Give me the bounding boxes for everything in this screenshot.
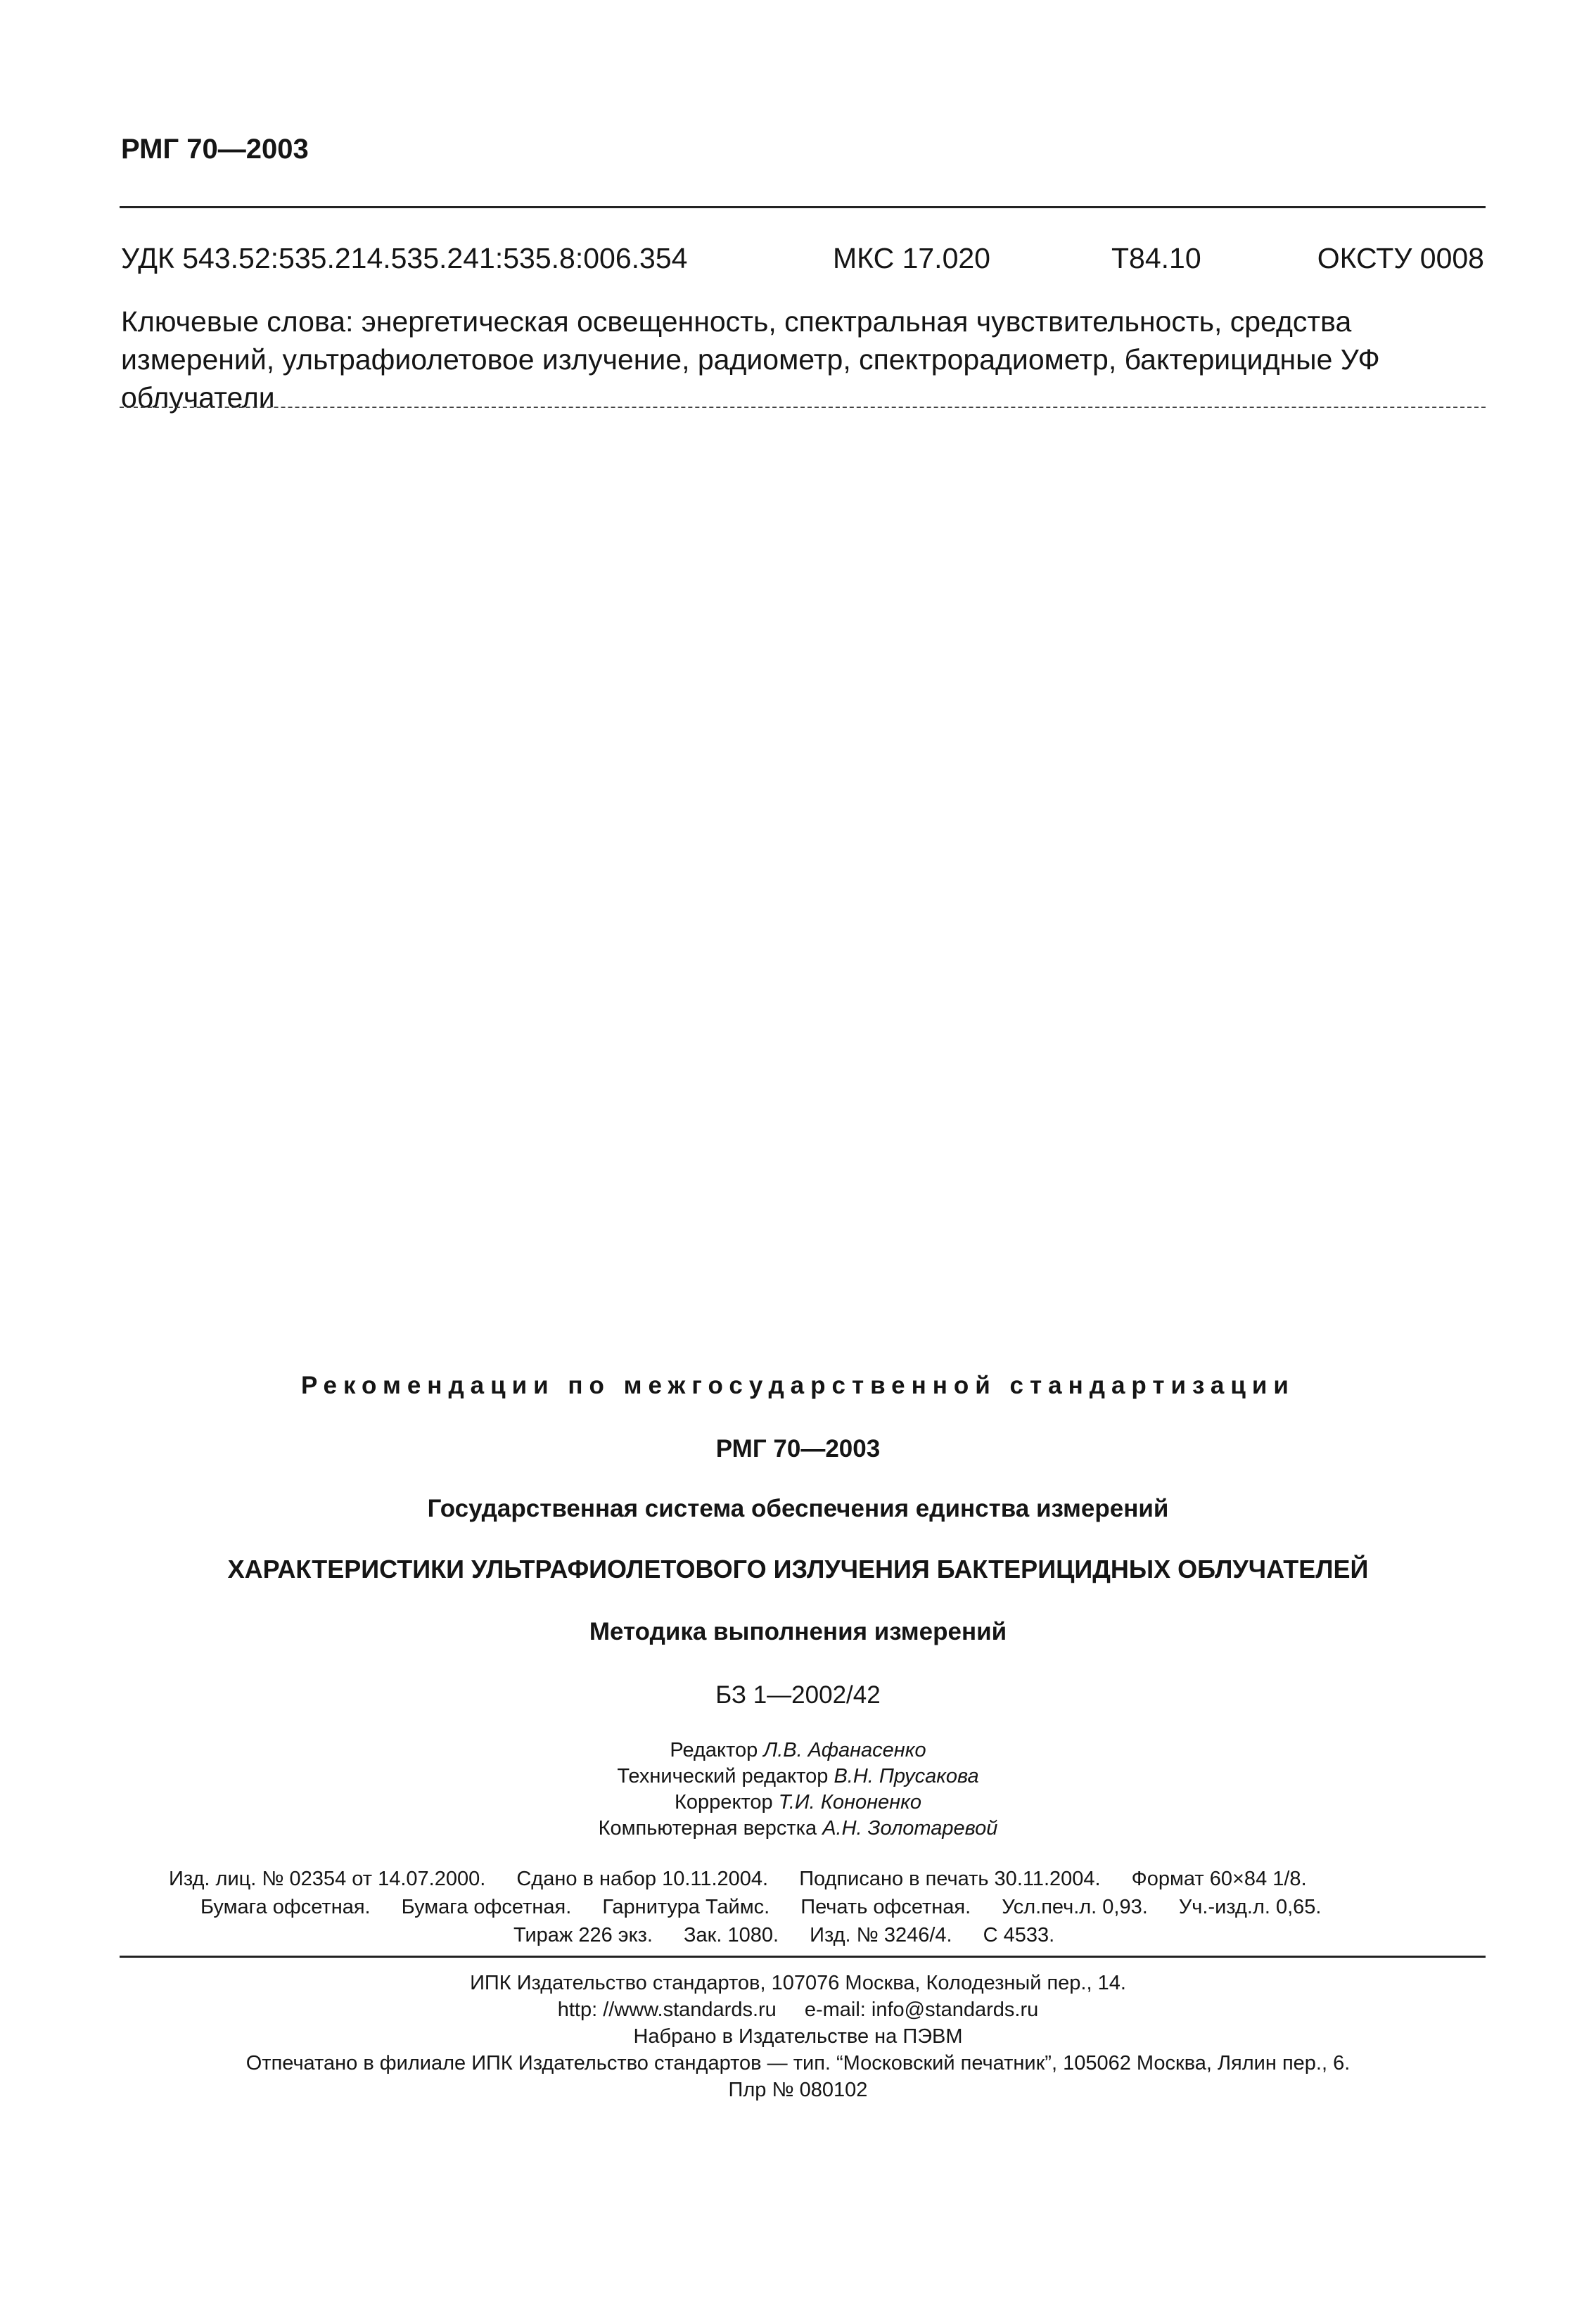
series-title: Рекомендации по межгосударственной стандартизации — [301, 1372, 1295, 1399]
t-code: Т84.10 — [1111, 242, 1201, 274]
staff-credits — [0, 1738, 1596, 1842]
header-rule — [120, 206, 1486, 208]
method-subtitle: Методика выполнения измерений — [589, 1618, 1007, 1645]
website-text: http: //www.standards.ru — [557, 1999, 777, 2021]
mks-code: МКС 17.020 — [833, 242, 990, 274]
bz-number: БЗ 1—2002/42 — [715, 1681, 881, 1709]
email-text: e-mail: info@standards.ru — [804, 1999, 1039, 2021]
imprint-line-3: Тираж 226 экз. Зак. 1080. Изд. № 3246/4. С 4533. — [513, 1924, 1055, 1946]
imprint-line-2: Бумага офсетная. Бумага офсетная. Гарнитура Таймс. Печать офсетная. Усл.печ.л. 0,93. Уч.-изд.л. 0,65. — [200, 1896, 1322, 1918]
colophon-standard-code: РМГ 70—2003 — [715, 1435, 881, 1462]
contact-line — [0, 1996, 1596, 2023]
printer-note: Отпечатано в филиале ИПК Издательство стандартов — тип. “Московский печатник”, 105062 Москва, Лялин пер., 6. — [245, 2052, 1351, 2074]
keywords-text: Ключевые слова: энергетическая освещенность, спектральная чувствительность, средства измерений, ультрафиолетовое излучение, радиометр, спектрорадиометр, бактерицидные УФ облучатели — [121, 305, 1380, 414]
staff-editor: Редактор Л.В. Афанасенко — [670, 1739, 926, 1761]
system-name: Государственная система обеспечения единства измерений — [427, 1495, 1169, 1522]
staff-layout: Компьютерная верстка А.Н. Золотаревой — [598, 1817, 998, 1840]
typeset-note: Набрано в Издательстве на ПЭВМ — [633, 2025, 963, 2048]
publisher-footer — [0, 1970, 1596, 2103]
staff-proofreader: Корректор Т.И. Кононенко — [675, 1791, 921, 1814]
plr-number: Плр № 080102 — [728, 2079, 868, 2101]
header-standard-code: РМГ 70—2003 — [121, 134, 309, 165]
udk-code: УДК 543.52:535.214.535.241:535.8:006.354 — [121, 242, 688, 274]
document-title: ХАРАКТЕРИСТИКИ УЛЬТРАФИОЛЕТОВОГО ИЗЛУЧЕНИЯ БАКТЕРИЦИДНЫХ ОБЛУЧАТЕЛЕЙ — [227, 1555, 1369, 1583]
imprint-line-1: Изд. лиц. № 02354 от 14.07.2000. Сдано в набор 10.11.2004. Подписано в печать 30.11.2004. Формат 60×84 1/8. — [169, 1868, 1307, 1890]
okstu-code: ОКСТУ 0008 — [1317, 242, 1484, 274]
publisher-address: ИПК Издательство стандартов, 107076 Москва, Колодезный пер., 14. — [470, 1972, 1126, 1994]
colophon-rule — [120, 1956, 1486, 1958]
staff-tech-editor: Технический редактор В.Н. Прусакова — [617, 1765, 979, 1787]
keywords-rule — [120, 407, 1486, 408]
